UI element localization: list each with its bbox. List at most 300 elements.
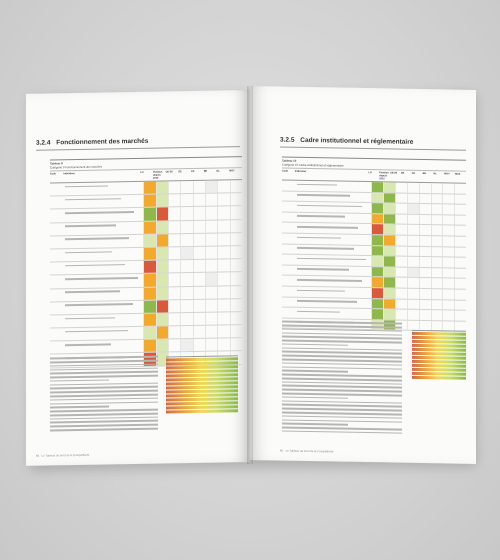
indicator-text-line	[65, 277, 137, 280]
table-cell	[205, 286, 217, 298]
table-cell	[419, 236, 431, 246]
left-section-rule	[36, 146, 240, 151]
table-cell	[168, 300, 180, 312]
right-mini-chart-bars	[412, 332, 466, 380]
table-cell	[371, 288, 383, 298]
indicator-text-line	[65, 264, 124, 267]
left-mini-chart	[166, 352, 238, 425]
left-table-caption-sub: Catégorie 9 Fonctionnement des marchés	[50, 164, 103, 170]
indicator-text-line	[297, 300, 357, 303]
indicator-cell	[296, 287, 372, 298]
table-cell	[156, 208, 168, 220]
table-cell	[371, 309, 383, 319]
table-cell	[205, 247, 217, 259]
indicator-cell	[64, 195, 143, 209]
table-cell	[143, 221, 155, 233]
table-cell	[383, 299, 395, 309]
table-cell	[454, 215, 466, 225]
table-cell	[168, 287, 180, 299]
right-table	[282, 157, 466, 311]
table-cell	[407, 267, 419, 277]
table-cell	[371, 182, 383, 192]
indicator-text-line	[297, 247, 354, 250]
table-cell	[205, 299, 217, 311]
table-cell	[217, 325, 229, 337]
table-cell	[193, 299, 205, 311]
table-cell	[217, 194, 229, 206]
paragraph-line	[50, 409, 158, 412]
table-cell	[442, 236, 454, 246]
table-cell	[442, 258, 454, 268]
table-column-header: DE	[400, 171, 405, 175]
indicator-text-line	[65, 211, 133, 214]
table-cell	[217, 339, 229, 351]
table-cell	[230, 220, 242, 232]
table-cell	[143, 340, 155, 352]
table-cell	[419, 225, 431, 235]
table-cell	[419, 310, 431, 320]
table-cell	[168, 208, 180, 220]
paragraph-line	[282, 396, 348, 399]
table-cell	[383, 267, 395, 277]
table-cell	[407, 204, 419, 214]
table-cell	[217, 220, 229, 232]
table-cell	[419, 215, 431, 225]
table-column-header: UE-28	[390, 171, 397, 175]
indicator-text-line	[65, 343, 110, 345]
table-cell	[407, 257, 419, 267]
table-cell	[168, 339, 180, 351]
paragraph-line	[50, 379, 109, 382]
table-cell	[180, 181, 192, 193]
table-cell	[419, 183, 431, 193]
indicator-text-line	[297, 311, 340, 313]
table-cell	[383, 246, 395, 256]
table-cell	[383, 193, 395, 203]
table-cell	[230, 246, 242, 258]
table-cell	[143, 195, 155, 207]
book-spine	[247, 86, 253, 464]
indicator-text-line	[297, 236, 341, 238]
table-cell	[205, 326, 217, 338]
table-column-header: Code	[282, 169, 288, 173]
table-cell	[217, 286, 229, 298]
table-cell	[205, 181, 217, 193]
left-page	[26, 90, 250, 466]
table-cell	[180, 247, 192, 259]
table-cell	[217, 273, 229, 285]
table-cell	[419, 278, 431, 288]
table-cell	[371, 235, 383, 245]
table-column-header: MAX	[455, 172, 461, 176]
table-cell	[371, 299, 383, 309]
table-cell	[193, 286, 205, 298]
table-cell	[431, 215, 443, 225]
table-cell	[230, 233, 242, 245]
paragraph-line	[50, 390, 158, 393]
table-cell	[442, 194, 454, 204]
table-column-header: Indicateur	[294, 169, 307, 173]
indicator-cell	[64, 248, 143, 262]
table-cell	[395, 204, 407, 214]
table-cell	[230, 325, 242, 337]
paragraph-line	[282, 430, 402, 434]
table-cell	[180, 287, 192, 299]
indicator-cell	[296, 191, 372, 202]
table-column-header: FR	[411, 171, 415, 175]
table-column-header: MOY	[444, 172, 450, 176]
indicator-cell	[296, 234, 372, 245]
table-column-header: Code	[50, 172, 56, 176]
table-cell	[419, 204, 431, 214]
table-cell	[371, 277, 383, 287]
table-cell	[217, 180, 229, 192]
left-section-title: Fonctionnement des marchés	[56, 137, 149, 147]
table-cell	[230, 272, 242, 284]
indicator-cell	[64, 301, 143, 315]
table-cell	[168, 274, 180, 286]
table-cell	[230, 299, 242, 311]
table-cell	[180, 260, 192, 272]
table-cell	[193, 194, 205, 206]
table-cell	[431, 268, 443, 278]
table-cell	[419, 247, 431, 257]
table-cell	[383, 225, 395, 235]
indicator-cell	[64, 208, 143, 222]
paragraph-line	[50, 413, 158, 416]
table-cell	[383, 309, 395, 319]
paragraph-line	[50, 382, 158, 385]
paragraph-line	[282, 423, 348, 426]
left-section-heading	[36, 136, 240, 147]
left-page-footer: 84 · Le Tableau de bord de la Compétitivité	[36, 452, 90, 458]
right-page	[250, 86, 476, 464]
paragraph-line	[50, 386, 158, 389]
table-cell	[205, 233, 217, 245]
paragraph-line	[282, 343, 348, 346]
indicator-cell	[296, 255, 372, 266]
table-cell	[454, 226, 466, 236]
table-cell	[217, 299, 229, 311]
indicator-text-line	[297, 215, 346, 217]
table-cell	[442, 183, 454, 193]
mini-chart-bar	[412, 376, 466, 380]
right-section-number: 3.2.5	[280, 136, 295, 144]
table-cell	[442, 215, 454, 225]
table-cell	[454, 184, 466, 194]
paragraph-line	[50, 406, 109, 409]
table-cell	[371, 267, 383, 277]
indicator-text-line	[297, 205, 362, 208]
table-cell	[383, 214, 395, 224]
left-table-body	[50, 180, 242, 368]
table-cell	[371, 246, 383, 256]
table-cell	[168, 194, 180, 206]
table-cell	[180, 234, 192, 246]
right-page-footer: 85 · Le Tableau de bord de la Compétitivité	[280, 448, 334, 454]
table-cell	[431, 300, 443, 310]
table-cell	[180, 339, 192, 351]
table-cell	[143, 314, 155, 326]
table-cell	[205, 312, 217, 324]
table-cell	[180, 326, 192, 338]
table-column-header: LU	[368, 171, 372, 175]
paragraph-line	[50, 397, 158, 400]
table-cell	[395, 183, 407, 193]
table-cell	[454, 237, 466, 247]
indicator-cell	[64, 340, 143, 354]
table-cell	[383, 235, 395, 245]
table-cell	[442, 205, 454, 215]
table-cell	[395, 246, 407, 256]
table-cell	[217, 312, 229, 324]
table-cell	[454, 247, 466, 257]
table-column-header: BE	[422, 172, 426, 176]
table-cell	[180, 273, 192, 285]
table-cell	[180, 207, 192, 219]
table-cell	[180, 194, 192, 206]
table-cell	[168, 181, 180, 193]
table-column-header: LU	[140, 170, 144, 174]
table-cell	[156, 234, 168, 246]
indicator-cell	[64, 327, 143, 341]
table-cell	[143, 208, 155, 220]
indicator-text-line	[65, 225, 116, 227]
table-cell	[193, 326, 205, 338]
indicator-text-line	[65, 317, 115, 319]
mini-chart-bar	[166, 409, 238, 413]
table-cell	[217, 246, 229, 258]
left-section-number: 3.2.4	[36, 139, 51, 147]
table-cell	[230, 180, 242, 192]
table-cell	[156, 221, 168, 233]
table-cell	[193, 260, 205, 272]
table-cell	[143, 287, 155, 299]
table-cell	[217, 259, 229, 271]
paragraph-line	[50, 360, 158, 363]
table-cell	[419, 299, 431, 309]
indicator-cell	[296, 297, 372, 308]
indicator-text-line	[65, 185, 107, 187]
table-cell	[454, 268, 466, 278]
table-cell	[407, 236, 419, 246]
table-cell	[454, 258, 466, 268]
table-cell	[205, 220, 217, 232]
table-cell	[193, 273, 205, 285]
indicator-cell	[64, 287, 143, 301]
indicator-text-line	[65, 303, 133, 306]
right-section-heading	[280, 137, 466, 147]
table-cell	[395, 267, 407, 277]
indicator-text-line	[297, 289, 345, 291]
paragraph-line	[282, 370, 348, 373]
paragraph-line	[50, 420, 158, 423]
indicator-text-line	[297, 279, 362, 282]
table-cell	[395, 310, 407, 320]
table-cell	[143, 248, 155, 260]
table-cell	[395, 288, 407, 298]
table-column-header: DE	[178, 170, 182, 174]
table-cell	[407, 299, 419, 309]
table-cell	[156, 195, 168, 207]
indicator-cell	[296, 244, 372, 255]
right-section-rule	[280, 147, 466, 151]
table-cell	[143, 327, 155, 339]
table-cell	[454, 279, 466, 289]
paragraph-line	[50, 416, 158, 419]
table-cell	[168, 260, 180, 272]
table-cell	[431, 226, 443, 236]
table-column-header: BE	[203, 169, 208, 173]
table-cell	[205, 194, 217, 206]
table-cell	[407, 246, 419, 256]
left-table-caption-title: Tableau 9	[50, 161, 63, 166]
indicator-text-line	[297, 258, 366, 261]
table-cell	[419, 257, 431, 267]
table-cell	[442, 310, 454, 320]
table-cell	[230, 193, 242, 205]
table-cell	[395, 193, 407, 203]
table-cell	[156, 313, 168, 325]
table-cell	[419, 194, 431, 204]
indicator-text-line	[65, 238, 129, 241]
table-cell	[431, 289, 443, 299]
table-cell	[193, 313, 205, 325]
table-cell	[395, 236, 407, 246]
table-cell	[371, 224, 383, 234]
table-column-header: NL	[216, 169, 220, 173]
indicator-cell	[64, 221, 143, 235]
table-cell	[205, 260, 217, 272]
table-cell	[230, 286, 242, 298]
indicator-cell	[296, 276, 372, 287]
table-cell	[193, 207, 205, 219]
table-cell	[431, 310, 443, 320]
left-body-text	[50, 354, 158, 440]
table-cell	[193, 247, 205, 259]
table-cell	[442, 289, 454, 299]
table-cell	[230, 207, 242, 219]
table-cell	[419, 268, 431, 278]
table-column-header: FR	[191, 169, 195, 174]
paragraph-line	[50, 367, 158, 370]
table-cell	[383, 278, 395, 288]
table-cell	[407, 289, 419, 299]
table-cell	[442, 226, 454, 236]
table-cell	[407, 278, 419, 288]
table-cell	[431, 236, 443, 246]
table-cell	[193, 220, 205, 232]
table-cell	[168, 313, 180, 325]
indicator-cell	[296, 308, 372, 319]
table-cell	[407, 215, 419, 225]
indicator-cell	[296, 266, 372, 277]
table-cell	[431, 204, 443, 214]
table-cell	[419, 289, 431, 299]
table-cell	[156, 340, 168, 352]
table-cell	[395, 257, 407, 267]
table-cell	[168, 234, 180, 246]
table-cell	[193, 234, 205, 246]
table-cell	[431, 257, 443, 267]
paragraph-line	[50, 356, 158, 359]
table-cell	[156, 261, 168, 273]
indicator-cell	[64, 235, 143, 249]
table-cell	[395, 278, 407, 288]
table-cell	[156, 274, 168, 286]
indicator-text-line	[297, 184, 337, 186]
table-cell	[205, 273, 217, 285]
table-cell	[143, 182, 155, 194]
paragraph-line	[50, 428, 158, 431]
table-cell	[193, 339, 205, 351]
left-table	[50, 156, 242, 346]
table-cell	[143, 300, 155, 312]
table-column-header: UE-28	[165, 170, 173, 174]
table-cell	[371, 193, 383, 203]
table-cell	[371, 256, 383, 266]
table-cell	[230, 312, 242, 324]
indicator-text-line	[65, 330, 128, 333]
table-cell	[168, 326, 180, 338]
indicator-text-line	[65, 290, 120, 293]
table-cell	[143, 274, 155, 286]
table-cell	[156, 287, 168, 299]
table-cell	[371, 214, 383, 224]
table-cell	[454, 205, 466, 215]
table-column-header: Position depuis 2015	[152, 170, 163, 180]
paragraph-line	[50, 371, 158, 374]
table-cell	[407, 225, 419, 235]
right-table-caption-title: Tableau 10	[282, 158, 297, 163]
right-body-text	[282, 319, 402, 441]
table-cell	[395, 214, 407, 224]
right-section-title: Cadre institutionnel et réglementaire	[300, 136, 414, 146]
table-cell	[454, 300, 466, 310]
table-cell	[407, 183, 419, 193]
indicator-cell	[64, 274, 143, 288]
table-cell	[442, 300, 454, 310]
indicator-cell	[296, 181, 372, 192]
indicator-text-line	[297, 226, 358, 229]
table-cell	[454, 311, 466, 321]
table-column-header: MOY	[229, 169, 235, 173]
table-cell	[431, 183, 443, 193]
table-cell	[217, 233, 229, 245]
right-mini-chart	[412, 327, 466, 388]
table-cell	[395, 225, 407, 235]
table-cell	[156, 300, 168, 312]
table-cell	[180, 313, 192, 325]
table-cell	[168, 247, 180, 259]
indicator-text-line	[65, 251, 111, 253]
table-column-header: Position depuis 2015	[379, 171, 389, 181]
table-cell	[383, 204, 395, 214]
table-column-header: NL	[433, 172, 437, 176]
table-cell	[156, 247, 168, 259]
table-cell	[156, 181, 168, 193]
right-table-body	[282, 181, 466, 333]
table-column-header: Indicateur	[63, 172, 75, 176]
table-cell	[383, 182, 395, 192]
table-cell	[431, 247, 443, 257]
table-cell	[431, 278, 443, 288]
indicator-cell	[64, 182, 143, 196]
table-cell	[454, 194, 466, 204]
table-cell	[431, 194, 443, 204]
table-cell	[205, 339, 217, 351]
table-cell	[143, 261, 155, 273]
